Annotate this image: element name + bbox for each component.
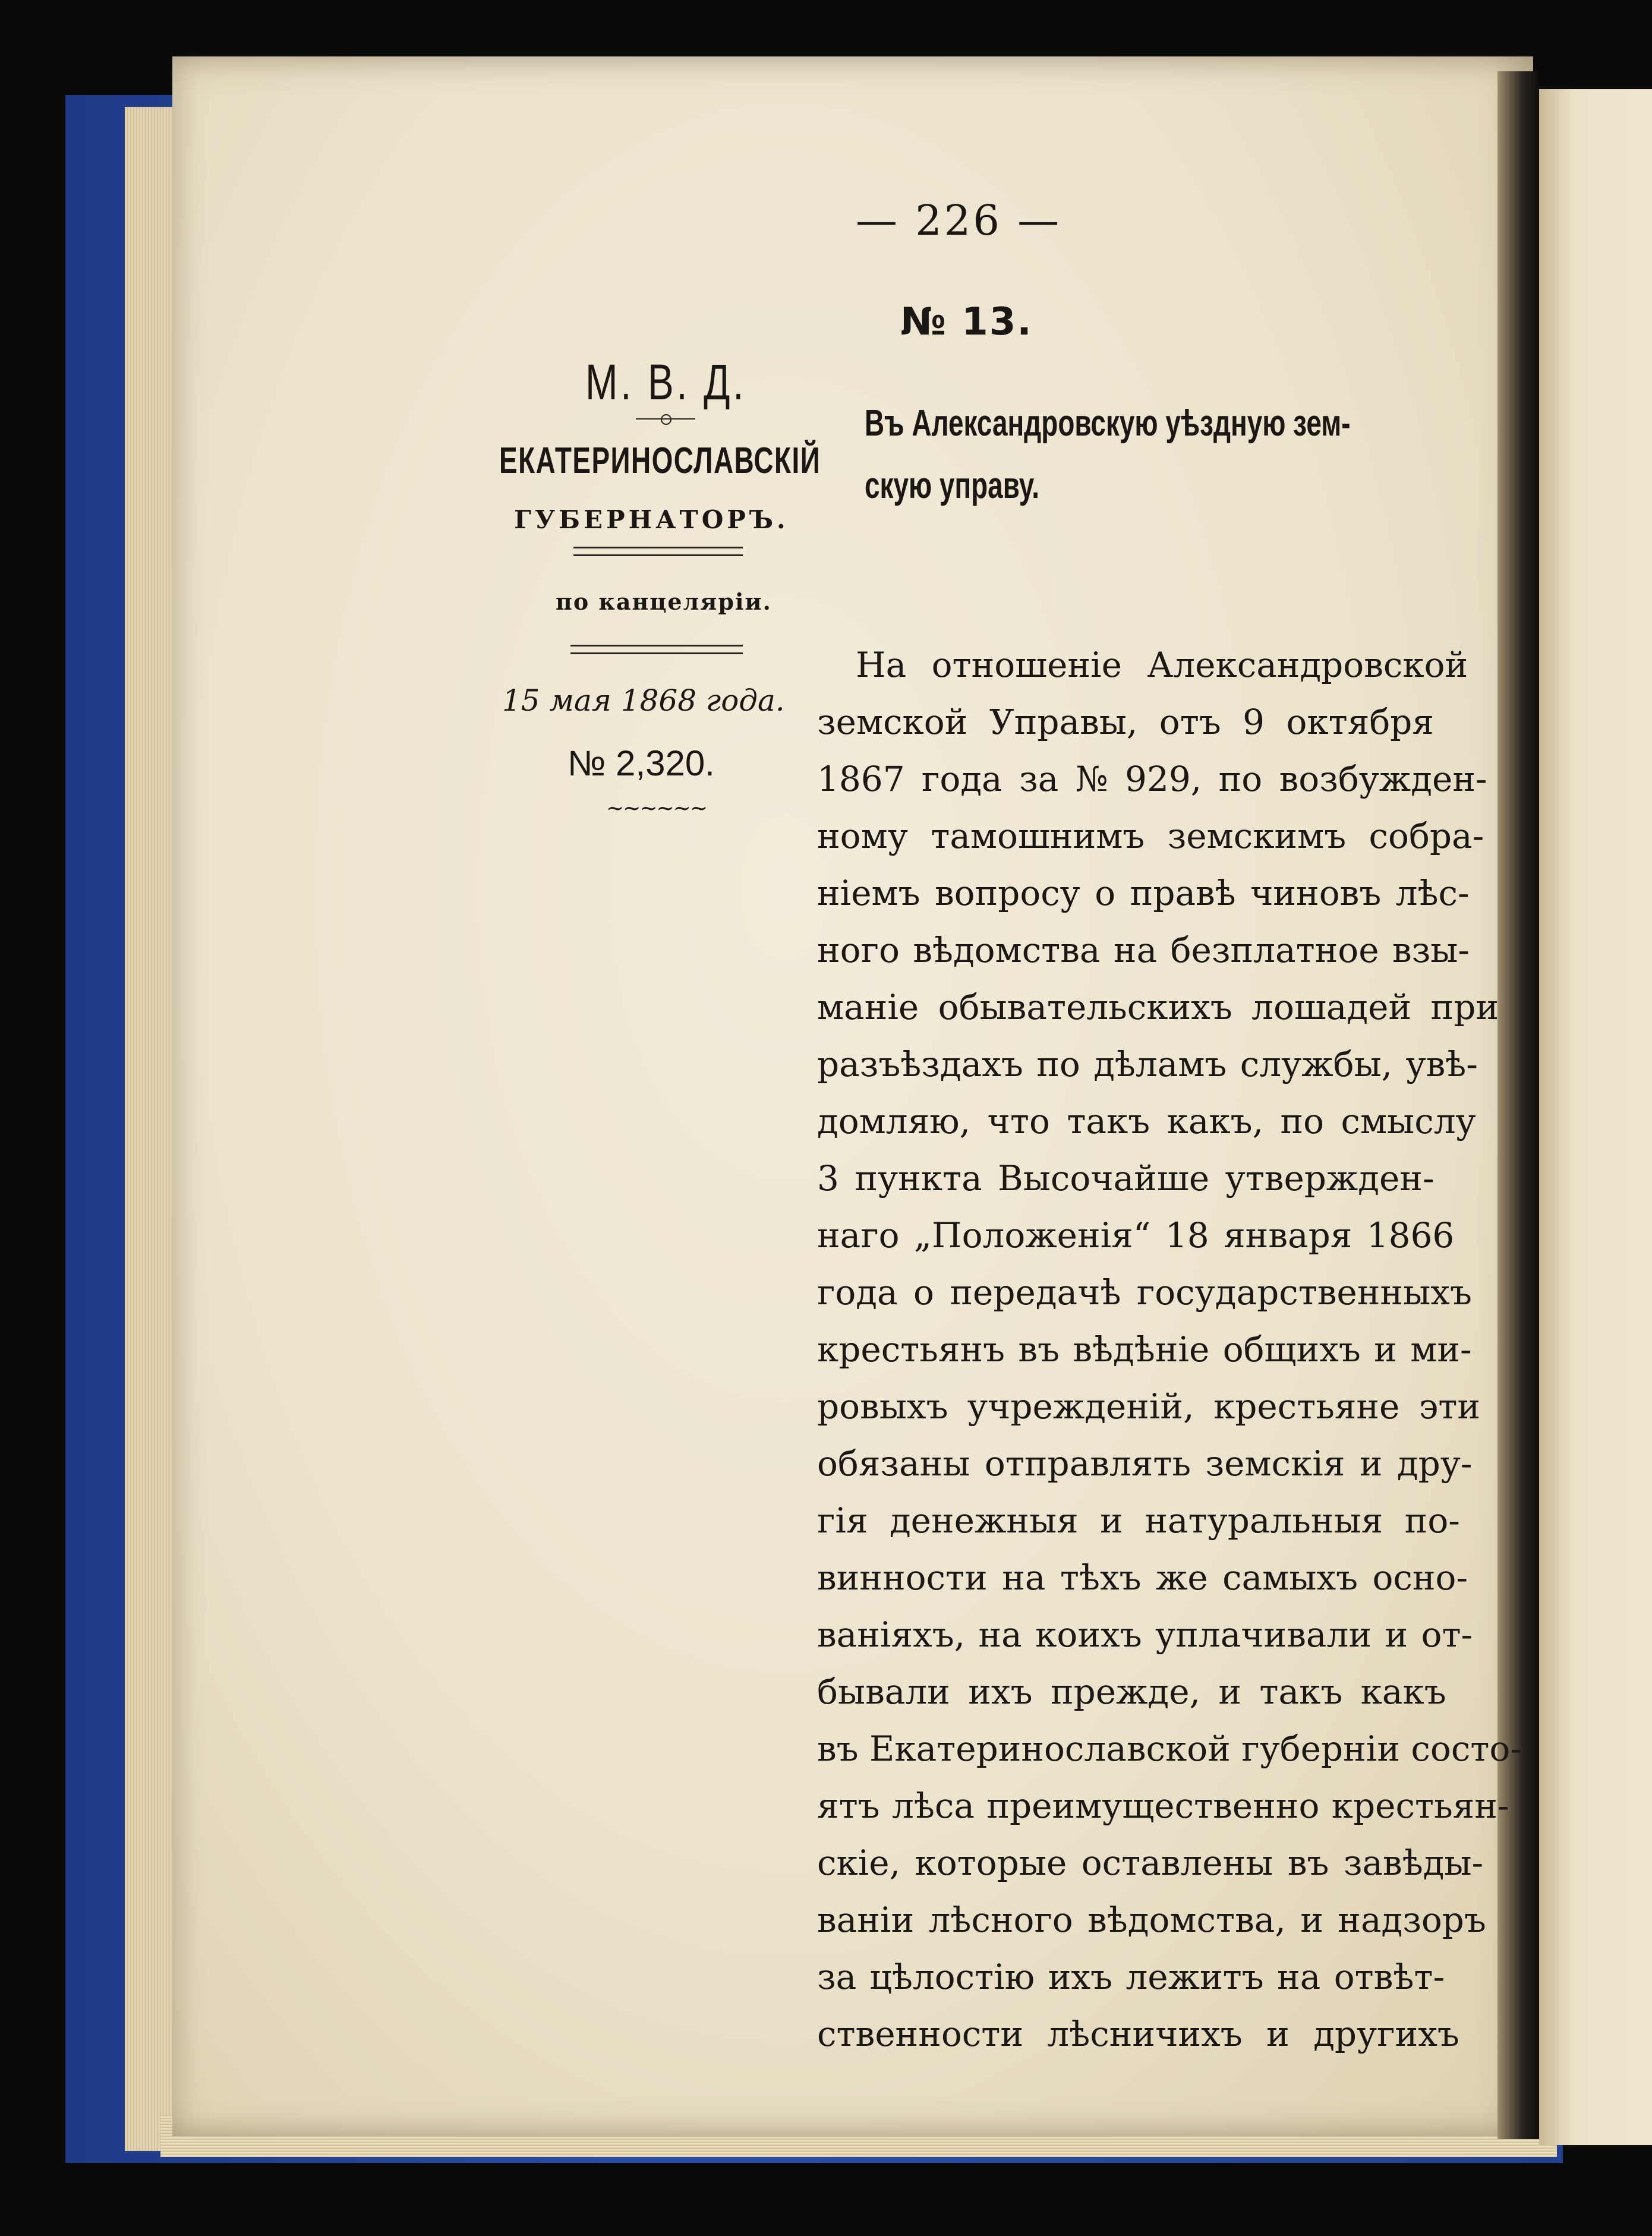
body-line: винности на тѣхъ же самыхъ осно- bbox=[817, 1557, 1468, 1598]
body-line: обязаны отправлять земскія и дру- bbox=[817, 1443, 1473, 1484]
body-line: ваніи лѣсного вѣдомства, и надзоръ bbox=[817, 1900, 1486, 1940]
body-line: крестьянъ въ вѣдѣніе общихъ и ми- bbox=[817, 1329, 1472, 1370]
body-line: разъѣздахъ по дѣламъ службы, увѣ- bbox=[817, 1044, 1478, 1084]
body-line: 3 пункта Высочайше утвержден- bbox=[817, 1158, 1435, 1199]
body-line: ніемъ вопросу о правѣ чиновъ лѣс- bbox=[817, 873, 1470, 913]
document-date: 15 мая 1868 года. bbox=[502, 683, 785, 718]
body-line: въ Екатеринославской губерніи состо- bbox=[817, 1729, 1522, 1769]
body-line: ровыхъ учрежденій, крестьяне эти bbox=[817, 1386, 1481, 1427]
body-line: гія денежныя и натуральныя по- bbox=[817, 1500, 1460, 1541]
body-line: бывали ихъ прежде, и такъ какъ bbox=[817, 1672, 1446, 1712]
addressee bbox=[865, 392, 1351, 517]
registration-number: № 2,320. bbox=[568, 743, 715, 783]
body-line: ственности лѣсничихъ и другихъ bbox=[817, 2014, 1459, 2054]
double-rule bbox=[573, 547, 743, 556]
body-line: ного вѣдомства на безплатное взы- bbox=[817, 930, 1470, 970]
governor-title-line1: ЕКАТЕРИНОСЛАВСКІЙ bbox=[499, 440, 821, 481]
body-line: На отношеніе Александровской bbox=[856, 645, 1468, 685]
body-line: земской Управы, отъ 9 октября bbox=[817, 702, 1434, 742]
body-line: ятъ лѣса преимущественно крестьян- bbox=[817, 1786, 1509, 1826]
page-edges-left bbox=[125, 107, 172, 2151]
facing-page-edge bbox=[1539, 89, 1652, 2145]
body-line: года о передачѣ государственныхъ bbox=[817, 1272, 1472, 1313]
body-line: 1867 года за № 929, по возбужден- bbox=[817, 759, 1487, 799]
ornament-divider bbox=[636, 418, 695, 420]
body-line: домляю, что такъ какъ, по смыслу bbox=[817, 1101, 1476, 1141]
body-line: за цѣлостію ихъ лежитъ на отвѣт- bbox=[817, 1957, 1445, 1997]
body-line: маніе обывательскихъ лошадей при bbox=[817, 987, 1499, 1027]
addressee-line: Въ Александровскую уѣздную зем- bbox=[865, 403, 1351, 444]
ministry-heading: М. В. Д. bbox=[585, 354, 747, 410]
body-line: скіе, которые оставлены въ завѣды- bbox=[817, 1843, 1484, 1883]
body-line: ваніяхъ, на коихъ уплачивали и от- bbox=[817, 1614, 1473, 1655]
book-gutter bbox=[1497, 71, 1539, 2139]
addressee-line: скую управу. bbox=[865, 465, 1039, 506]
governor-title-line2: ГУБЕРНАТОРЪ. bbox=[514, 505, 789, 534]
department-label: по канцеляріи. bbox=[556, 588, 772, 615]
body-line: ному тамошнимъ земскимъ собра- bbox=[817, 816, 1484, 856]
document-number: № 13. bbox=[900, 300, 1033, 344]
double-rule bbox=[570, 645, 743, 654]
wavy-rule: ~~~~~~ bbox=[606, 796, 707, 821]
page-number: — 226 — bbox=[856, 196, 1062, 245]
body-line: наго „Положенія“ 18 января 1866 bbox=[817, 1215, 1455, 1256]
